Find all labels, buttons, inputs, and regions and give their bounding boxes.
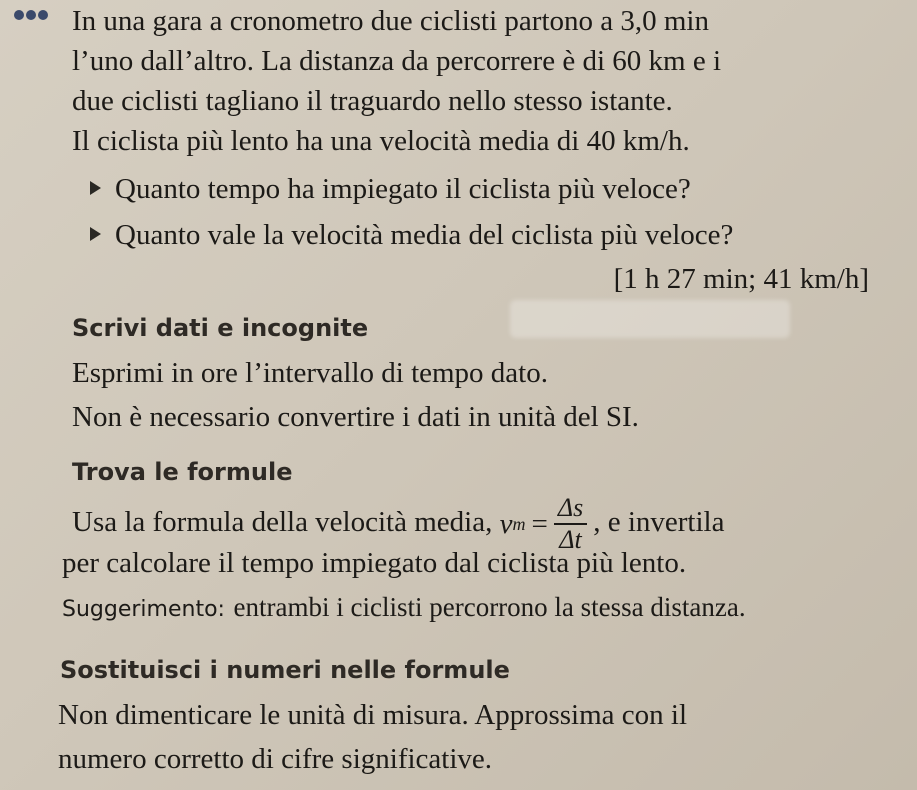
heading-formulas: Trova le formule: [72, 458, 293, 486]
formula-denominator: Δt: [559, 525, 582, 555]
hint-text: entrambi i ciclisti percorrono la stessa distanza.: [233, 592, 746, 622]
difficulty-dots-icon: [14, 10, 48, 20]
problem-line-1: In una gara a cronometro due ciclisti partono a 3,0 min: [72, 5, 709, 37]
heading-substitute: Sostituisci i numeri nelle formule: [60, 656, 510, 684]
problem-line-3: due ciclisti tagliano il traguardo nello stesso istante.: [72, 85, 673, 117]
data-line-1: Esprimi in ore l’intervallo di tempo dato.: [72, 357, 548, 389]
formula-lhs-sub: m: [512, 514, 526, 535]
hint: [62, 590, 746, 627]
answer: [1 h 27 min; 41 km/h]: [613, 263, 869, 295]
formula-numerator: Δs: [554, 495, 587, 525]
triangle-bullet-icon: [90, 227, 101, 241]
problem-line-4: Il ciclista più lento ha una velocità media di 40 km/h.: [72, 125, 690, 157]
substitute-line-1: Non dimenticare le unità di misura. Approssima con il: [58, 699, 688, 731]
velocity-formula: [500, 495, 594, 553]
formula-text-after: , e invertila: [593, 506, 725, 538]
heading-data: Scrivi dati e incognite: [72, 314, 369, 342]
problem-line-2: l’uno dall’altro. La distanza da percorrere è di 60 km e i: [72, 45, 722, 77]
formula-lhs: v: [499, 508, 513, 541]
question-2-text: Quanto vale la velocità media del ciclista più veloce?: [115, 219, 734, 251]
question-2: [90, 218, 733, 252]
formula-text-before: Usa la formula della velocità media,: [72, 506, 493, 538]
formula-line-1: [72, 494, 724, 553]
formula-line-2: per calcolare il tempo impiegato dal ciclista più lento.: [62, 547, 687, 579]
bleed-through-shade: [510, 300, 790, 338]
data-line-2: Non è necessario convertire i dati in unità del SI.: [72, 401, 639, 433]
triangle-bullet-icon: [90, 181, 101, 195]
question-1-text: Quanto tempo ha impiegato il ciclista più veloce?: [115, 173, 691, 205]
formula-equals: =: [531, 508, 548, 541]
question-1: [90, 172, 691, 206]
substitute-line-2: numero corretto di cifre significative.: [58, 743, 493, 775]
hint-label: Suggerimento:: [62, 597, 225, 622]
formula-fraction: [554, 495, 587, 553]
